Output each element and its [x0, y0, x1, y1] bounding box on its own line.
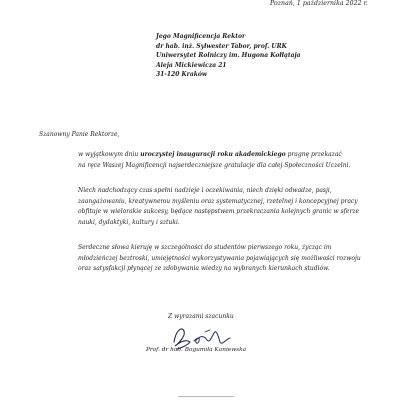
salutation: Szanowny Panie Rektorze,: [39, 131, 120, 138]
paragraph-line: młodzieńczej beztroski, umiejętności wykorzystywania pojawiających się możliwości rozwoju: [78, 254, 361, 262]
paragraph-line: na ręce Waszej Magnificencji najserdeczniejsze gratulacje dla całej Społeczności Uczelni.: [78, 161, 351, 169]
bold-text-segment: uroczystej inauguracji roku akademickiego: [140, 151, 286, 158]
paragraph-line: obfituje w wielorakie sukcesy, będące następstwem przekraczania kolejnych granic w sferze: [78, 208, 360, 215]
paragraph-line: Niech nadchodzący czas spełni nadzieje i oczekiwania, niech dzięki odwadze, pasji,: [78, 187, 332, 194]
paragraph-line: zaangażowaniu, kreatywnemu myśleniu oraz systematycznej, rzetelnej i koncepcyjnej pracy: [78, 197, 358, 205]
recipient-line: Aleja Mickiewicza 21: [156, 61, 227, 69]
signer-name: Prof. dr hab. Bogumiła Kaniewska: [146, 347, 247, 353]
recipient-line: 31-120 Kraków: [156, 71, 208, 79]
paragraph-wishes: [78, 186, 380, 228]
footer-divider: [178, 396, 234, 397]
recipient-line: Jego Magnificencja Rektor: [156, 33, 246, 40]
paragraph-line: [78, 150, 380, 161]
paragraph-congratulations: [78, 150, 380, 171]
recipient-line: dr hab. inż. Sylwester Tabor, prof. URK: [156, 42, 287, 50]
closing-phrase: Z wyrazami szacunku: [168, 313, 234, 320]
paragraph-line: oraz satysfakcji płynącej ze zdobywania wiedzy na wybranych kierunkach studiów.: [78, 265, 330, 272]
paragraph-line: nauki, dydaktyki, kultury i sztuki.: [78, 218, 180, 226]
text-segment: pragnę przekazać: [287, 151, 342, 158]
paragraph-students: [78, 243, 380, 275]
paragraph-line: Serdeczne słowa kieruję w szczególności do studentów pierwszego roku, życząc im: [78, 244, 332, 251]
letter-date: Poznań, 1 października 2022 r.: [270, 0, 368, 7]
recipient-line: Uniwersytet Rolniczy im. Hugona Kołłątaja: [156, 52, 301, 60]
text-segment: w wyjątkowym dniu: [78, 151, 139, 158]
recipient-address: [156, 32, 301, 80]
